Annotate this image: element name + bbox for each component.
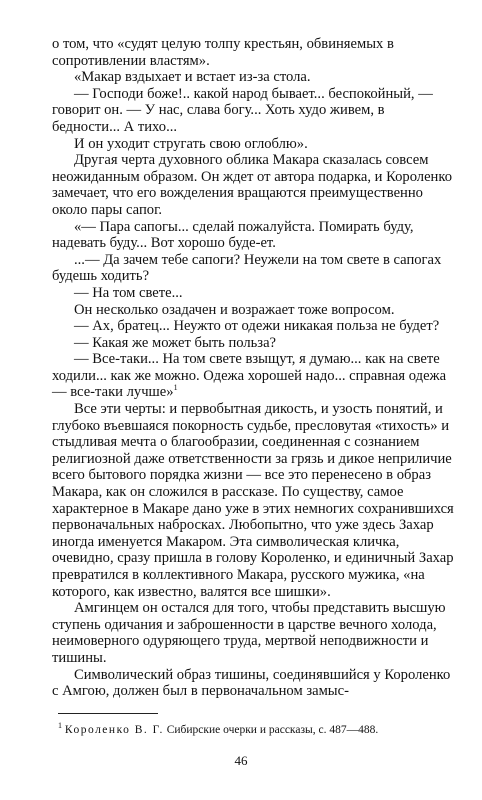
paragraph <box>52 318 456 335</box>
paragraph-text: ...— Да зачем тебе сапоги? Неужели на том свете в сапогах будешь ходить? <box>52 251 442 285</box>
paragraph <box>52 252 456 285</box>
paragraph <box>52 219 456 252</box>
paragraph-text: — Ах, братец... Неужто от одежи никакая польза не будет? <box>74 318 440 335</box>
paragraph <box>52 401 456 600</box>
paragraph <box>52 351 456 401</box>
paragraph <box>52 667 456 700</box>
footnote-text: Сибирские очерки и рассказы, с. 487—488. <box>166 723 379 736</box>
paragraph <box>52 86 456 136</box>
paragraph-text: Он несколько озадачен и возражает тоже вопросом. <box>74 301 395 318</box>
page-number: 46 <box>234 753 248 768</box>
paragraph-text: Все эти черты: и первобытная дикость, и узость понятий, и глубоко въевшаяся покорность судьбе, пресловутая «тихость» и стыдливая мечта о благообразии, соединенная с сознанием религиозной даже ответственности за грязь и дикое неприличие всего бытового порядка жизни — все это перенесено в образ Макара, как он сложился в рассказе. По существу, самое характерное в Макаре дано уже в этих немногих сохранившихся первоначальных набросках. Любопытно, что уже здесь Захар иногда именуется Макаром. Эта символическая кличка, очевидно, сразу пришла в голову Короленко, и единичный Захар превратился в коллективного Макара, русского мужика, «на которого, как известно, валятся все шишки». <box>52 401 454 600</box>
paragraph-text: Амгинцем он остался для того, чтобы представить высшую ступень одичания и заброшенности в царстве вечного холода, неимоверного одуряющего труда, мертвой неподвижности и тишины. <box>52 600 446 666</box>
paragraph <box>52 69 456 86</box>
paragraph-text: «Макар вздыхает и встает из-за стола. <box>74 69 311 86</box>
footnote <box>58 719 458 737</box>
footnote-separator <box>58 713 158 714</box>
paragraph-text: Символический образ тишины, соединявшийся у Короленко с Амгою, должен был в первоначальном замыс- <box>52 666 451 700</box>
paragraph-text: И он уходит стругать свою оглоблю». <box>74 135 308 152</box>
footnote-mark: 1 <box>58 721 62 730</box>
footnote-author: Короленко В. Г. <box>64 723 164 736</box>
paragraph <box>52 136 456 153</box>
paragraph-text: «— Пара сапогы... сделай пожалуйста. Помирать буду, надевать буду... Вот хорошо буде-ет. <box>52 218 414 252</box>
paragraph <box>52 335 456 352</box>
paragraph <box>52 285 456 302</box>
paragraph-text: о том, что «судят целую толпу крестьян, обвиняемых в сопротивлении властям». <box>52 36 394 69</box>
paragraph <box>52 36 456 69</box>
paragraph-text: — На том свете... <box>74 284 183 301</box>
paragraph-text: — Все-таки... На том свете взыщут, я думаю... как на свете ходили... как же можно. Одежа хорошей надо... справная одежа — все-таки лучше» <box>52 351 447 401</box>
paragraph-text: — Какая же может быть польза? <box>74 334 277 351</box>
paragraph-text: — Господи боже!.. какой народ бывает... беспокойный, — говорит он. — У нас, слава богу... Хоть худо живем, в бедности... А тихо... <box>52 85 433 135</box>
paragraph <box>52 152 456 218</box>
paragraph <box>52 302 456 319</box>
paragraph-text: Другая черта духовного облика Макара сказалась совсем неожиданным образом. Он ждет от автора подарка, и Короленко замечает, что его вожделения вращаются преимущественно около пары сапог. <box>52 152 453 218</box>
paragraph <box>52 600 456 666</box>
body-text <box>52 36 456 700</box>
footnote-reference: 1 <box>173 383 178 393</box>
